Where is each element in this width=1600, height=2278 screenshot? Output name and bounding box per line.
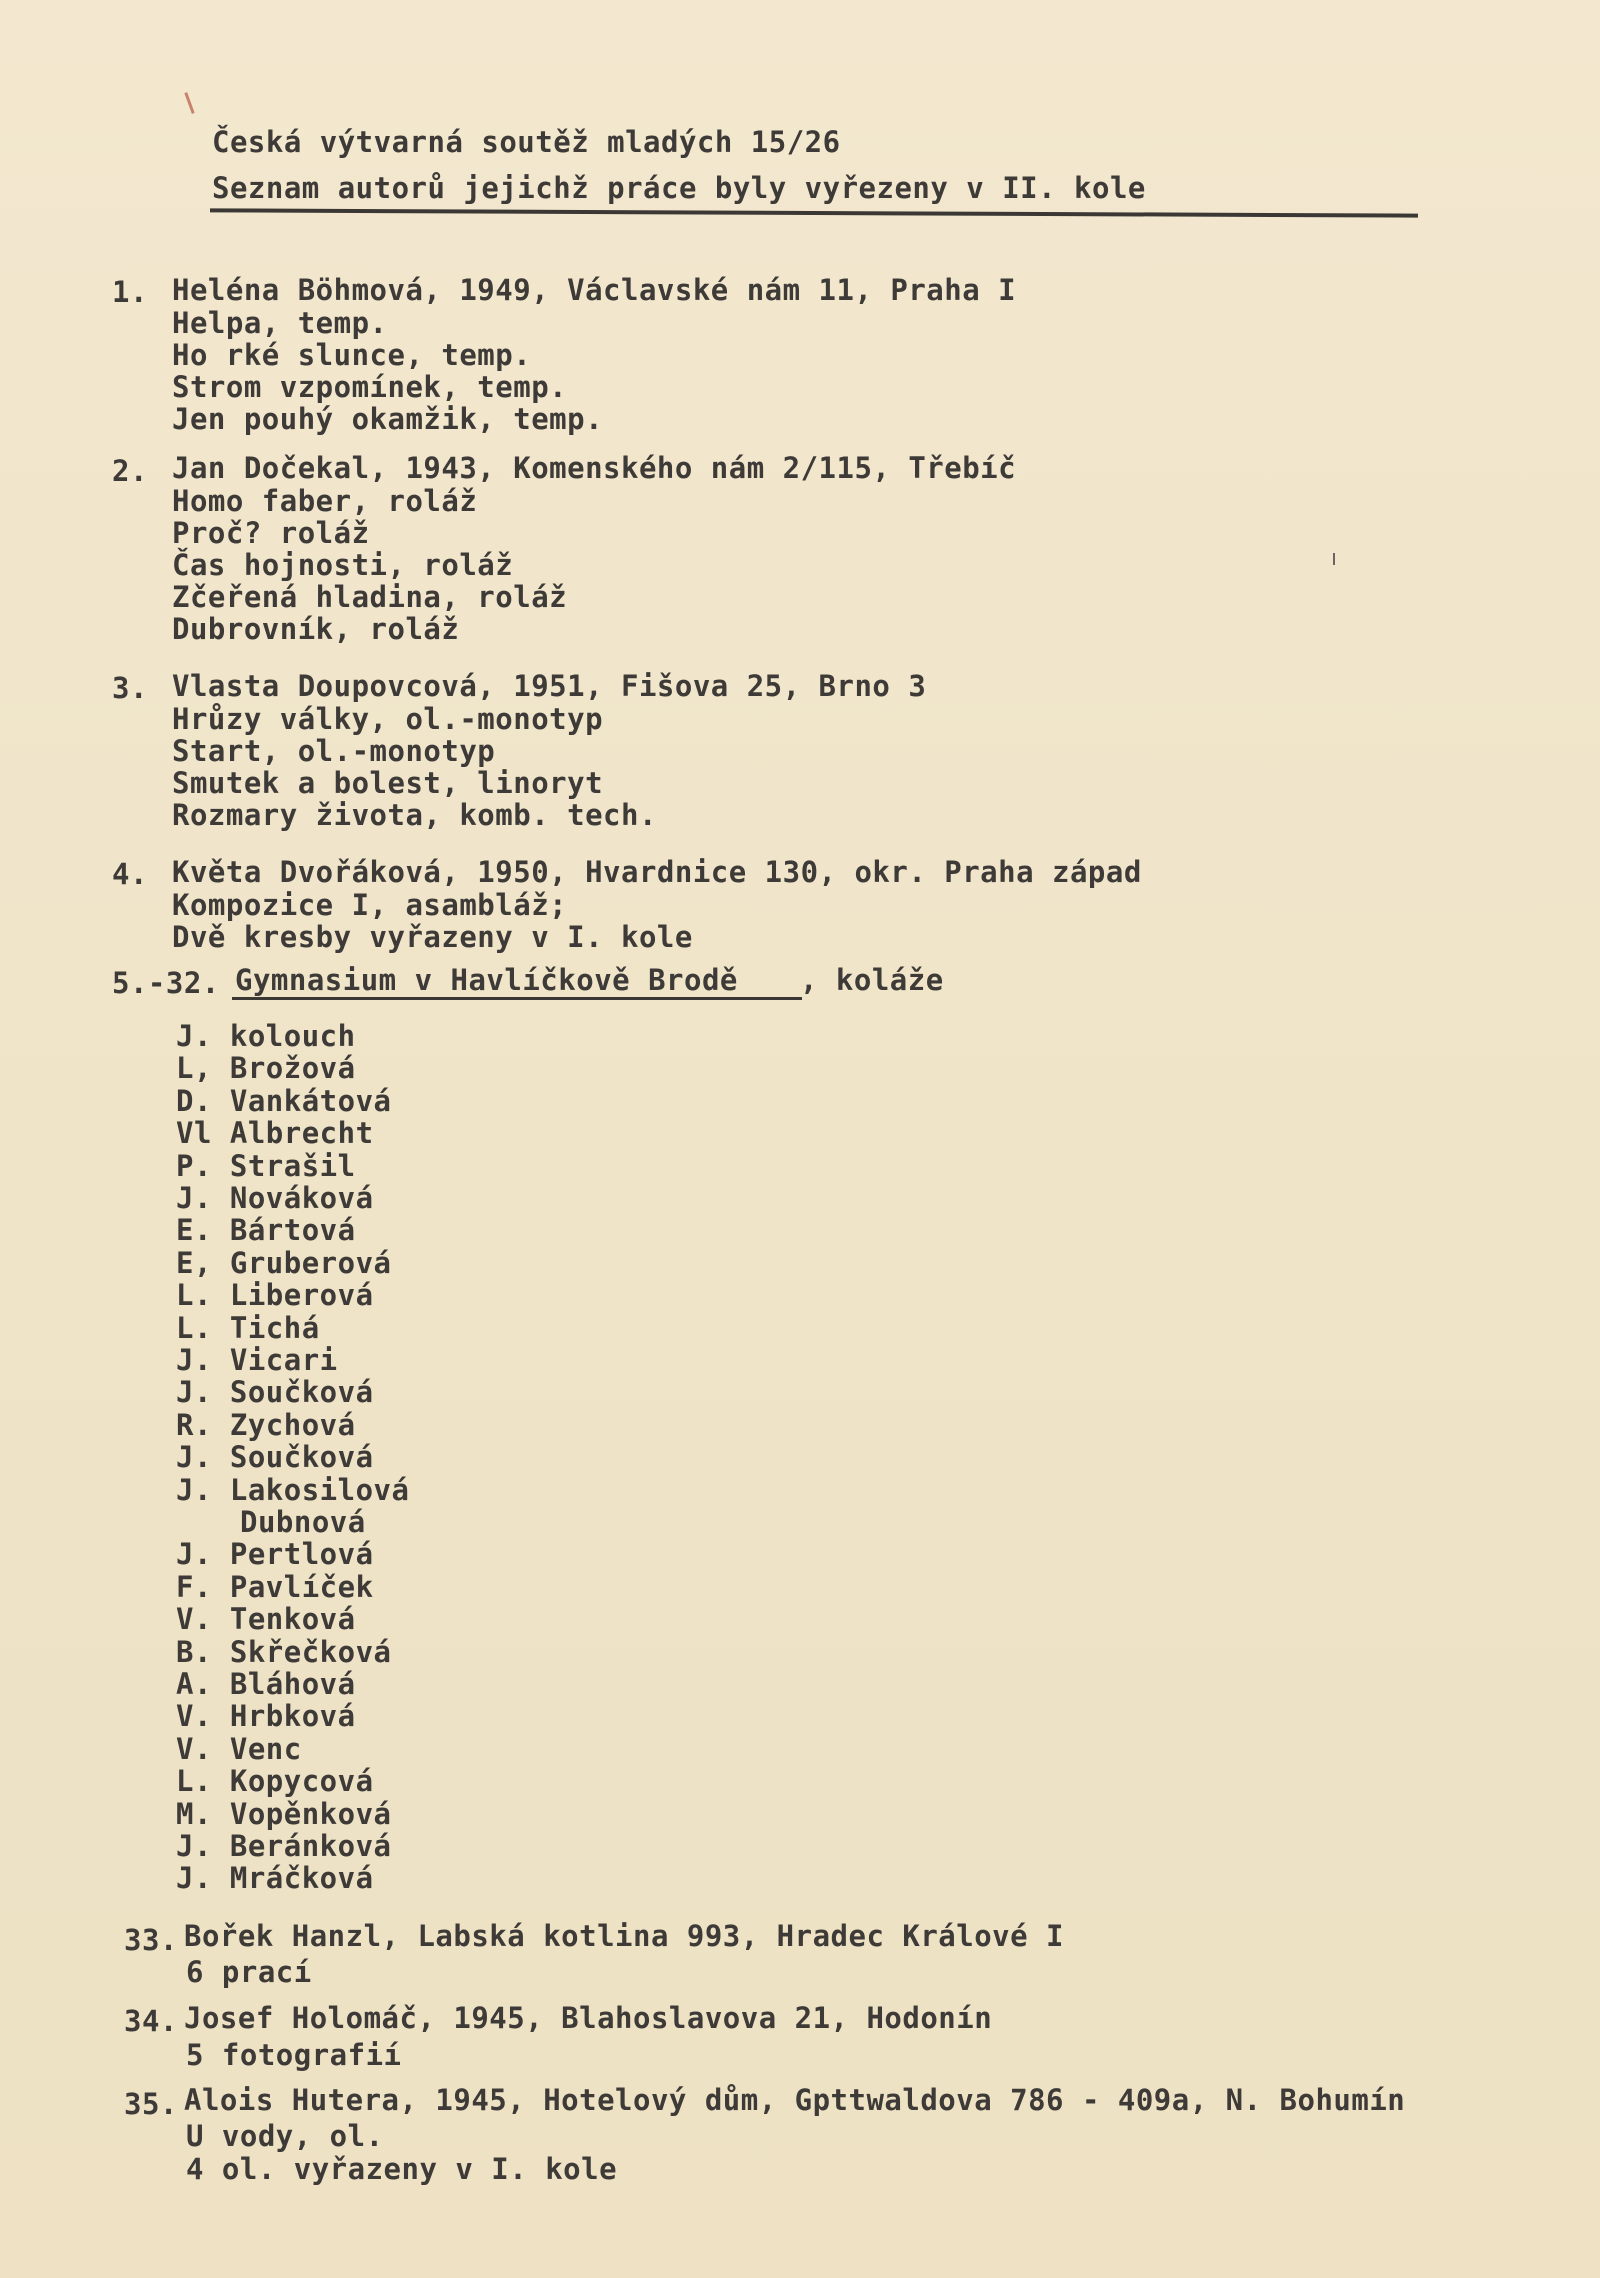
entry-work: Dubrovník, roláž — [172, 612, 460, 646]
entry-work: Helpa, temp. — [172, 306, 388, 340]
entry-heading: Květa Dvořáková, 1950, Hvardnice 130, okr. Praha západ — [172, 855, 1142, 889]
student-name: J. Vicari — [176, 1343, 338, 1377]
student-name: E, Gruberová — [176, 1246, 392, 1280]
entry-number: 33. — [124, 1923, 178, 1957]
entry-heading: Bořek Hanzl, Labská kotlina 993, Hradec Králové I — [184, 1919, 1065, 1953]
student-name: M. Vopěnková — [176, 1797, 392, 1831]
student-name: J. Nováková — [176, 1181, 374, 1215]
entry-work: Dvě kresby vyřazeny v I. kole — [172, 920, 693, 954]
entry-work: Proč? roláž — [172, 516, 370, 550]
entry-work: Homo faber, roláž — [172, 484, 478, 518]
student-name: D. Vankátová — [176, 1084, 392, 1118]
entry-work: Strom vzpomínek, temp. — [172, 370, 568, 404]
student-name: F. Pavlíček — [176, 1570, 374, 1604]
student-name: Dubnová — [240, 1505, 366, 1539]
entry-number: 4. — [112, 857, 148, 891]
student-name: Vl Albrecht — [176, 1116, 374, 1150]
student-name: A. Bláhová — [176, 1667, 356, 1701]
student-name: L. Tichá — [176, 1311, 320, 1345]
entry-number: 3. — [112, 671, 148, 705]
entry-heading: Vlasta Doupovcová, 1951, Fišova 25, Brno 3 — [172, 669, 927, 703]
student-name: J. Součková — [176, 1375, 374, 1409]
header-rule — [210, 208, 1418, 217]
student-name: J. kolouch — [176, 1019, 356, 1053]
student-name: R. Zychová — [176, 1408, 356, 1442]
student-name: J. Mráčková — [176, 1861, 374, 1895]
entry-work: Smutek a bolest, linoryt — [172, 766, 604, 800]
student-name: P. Strašil — [176, 1149, 356, 1183]
entry-heading: Alois Hutera, 1945, Hotelový dům, Gpttwaldova 786 - 409a, N. Bohumín — [184, 2083, 1406, 2117]
group-suffix: , koláže — [800, 963, 944, 997]
entry-number: 35. — [124, 2087, 178, 2121]
entry-number: 1. — [112, 275, 148, 309]
entry-work: Čas hojnosti, roláž — [172, 548, 514, 582]
student-name: L. Kopycová — [176, 1764, 374, 1798]
stray-mark — [1333, 553, 1335, 565]
entry-work: 4 ol. vyřazeny v I. kole — [186, 2152, 618, 2186]
student-name: J. Pertlová — [176, 1537, 374, 1571]
entry-heading: Jan Dočekal, 1943, Komenského nám 2/115, Třebíč — [172, 451, 1017, 485]
student-name: J. Lakosilová — [176, 1473, 410, 1507]
school-underline — [232, 997, 802, 1000]
student-name: L, Brožová — [176, 1051, 356, 1085]
student-name: J. Beránková — [176, 1829, 392, 1863]
student-name: E. Bártová — [176, 1213, 356, 1247]
entry-work: Ho rké slunce, temp. — [172, 338, 532, 372]
entry-work: Hrůzy války, ol.-monotyp — [172, 702, 604, 736]
entry-work: Rozmary života, komb. tech. — [172, 798, 657, 832]
header-subtitle: Seznam autorů jejichž práce byly vyřezeny v II. kole — [212, 171, 1146, 205]
pen-mark — [184, 92, 194, 114]
student-name: L. Liberová — [176, 1278, 374, 1312]
entry-work: Kompozice I, asambláž; — [172, 888, 568, 922]
entry-heading: Heléna Böhmová, 1949, Václavské nám 11, Praha I — [172, 273, 1017, 307]
group-number: 5.-32. — [112, 966, 220, 1000]
student-name: V. Venc — [176, 1732, 302, 1766]
entry-work: 6 prací — [186, 1955, 312, 1989]
student-name: V. Hrbková — [176, 1699, 356, 1733]
entry-work: 5 fotografií — [186, 2038, 402, 2072]
entry-heading: Josef Holomáč, 1945, Blahoslavova 21, Hodonín — [184, 2001, 993, 2035]
student-name: V. Tenková — [176, 1602, 356, 1636]
entry-work: Zčeřená hladina, roláž — [172, 580, 568, 614]
entry-number: 2. — [112, 454, 148, 488]
student-name: B. Skřečková — [176, 1635, 392, 1669]
entry-work: Jen pouhý okamžik, temp. — [172, 402, 604, 436]
student-name: J. Součková — [176, 1440, 374, 1474]
entry-work: U vody, ol. — [186, 2119, 384, 2153]
group-school: Gymnasium v Havlíčkově Brodě — [235, 963, 738, 997]
entry-work: Start, ol.-monotyp — [172, 734, 496, 768]
entry-number: 34. — [124, 2004, 178, 2038]
header-title: Česká výtvarná soutěž mladých 15/26 — [212, 125, 841, 159]
